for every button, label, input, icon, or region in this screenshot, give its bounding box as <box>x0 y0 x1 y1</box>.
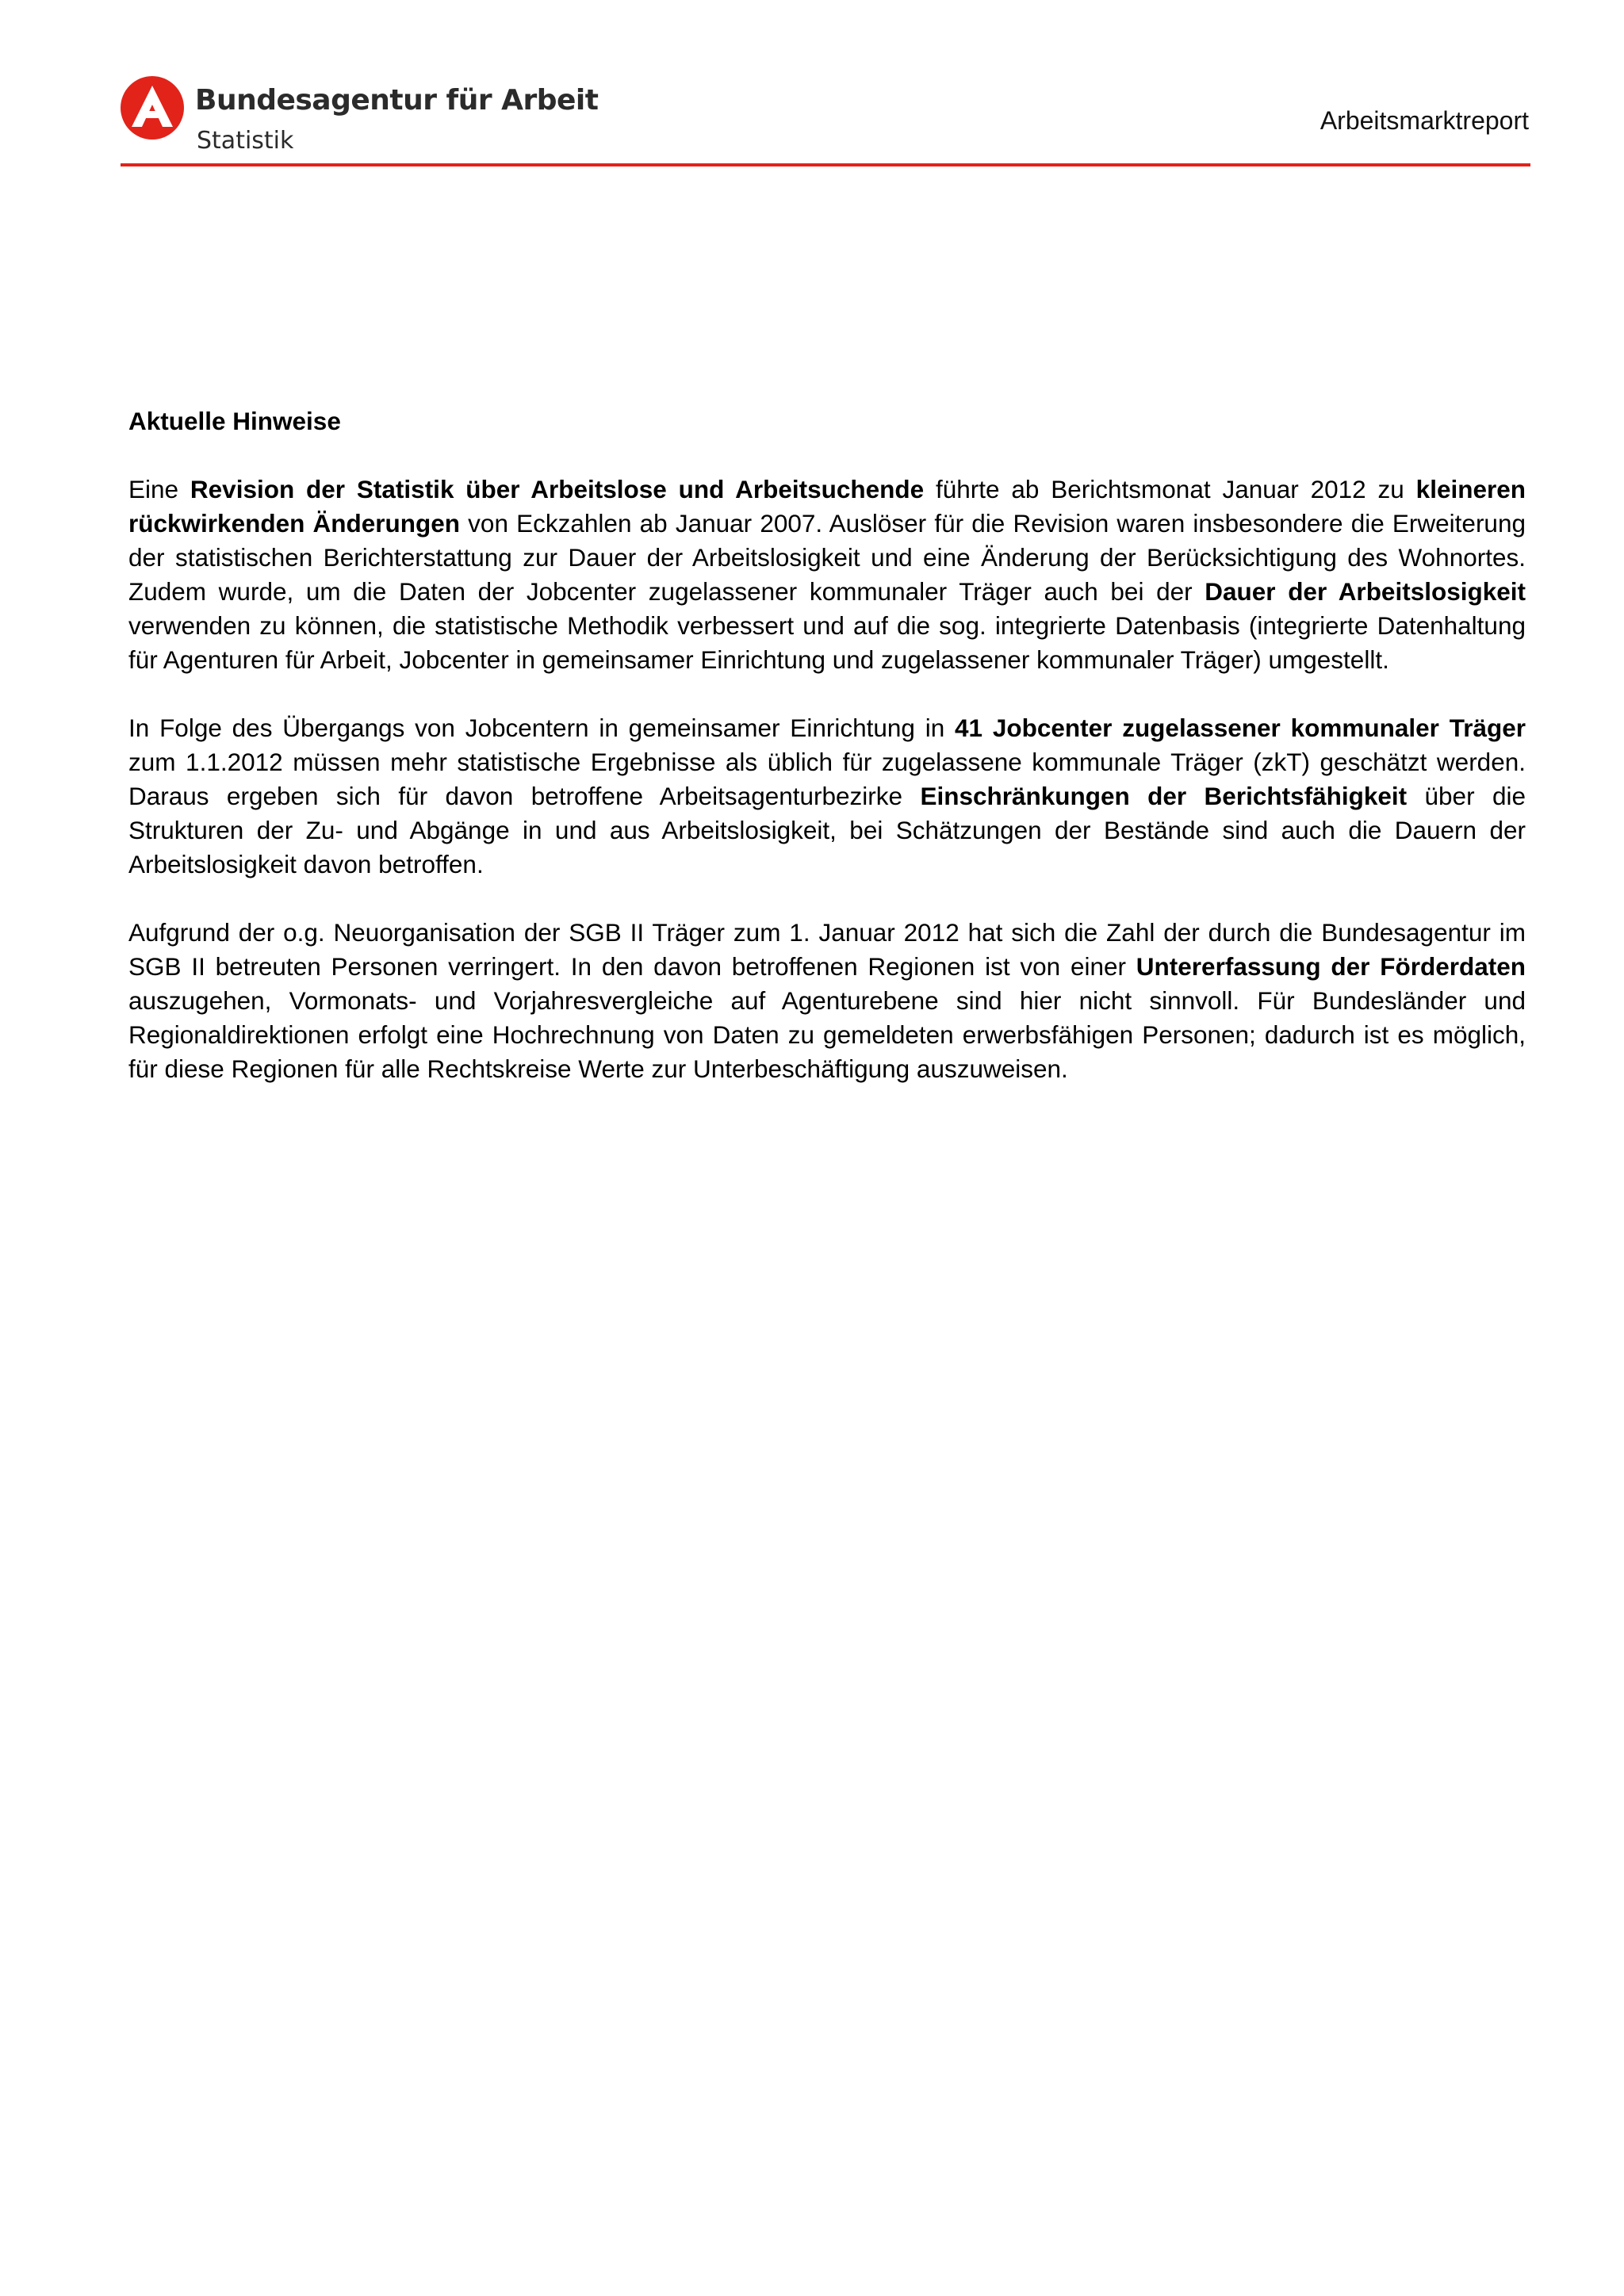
emphasis-text: Revision der Statistik über Arbeitslose und Arbeitsuchende <box>190 475 925 503</box>
header-divider <box>121 163 1530 166</box>
body-text: Aufgrund der o.g. Neuorganisation der SGB II Träger zum 1. Januar 2012 hat sich die Zahl der durch die Bundesagentur im SGB II betreuten Personen verringert. In den davon betroffenen Regionen ist von einer <box>128 918 1526 981</box>
ba-logo-icon <box>121 76 184 140</box>
emphasis-text: Untererfassung der Förderdaten <box>1136 952 1526 981</box>
section-title: Aktuelle Hinweise <box>128 407 341 435</box>
body-text: In Folge des Übergangs von Jobcentern in gemeinsamer Einrichtung in <box>128 714 956 742</box>
emphasis-text: kleineren rückwirkenden Änderungen <box>128 475 1526 538</box>
body-text: über die Strukturen der Zu- und Abgänge in und aus Arbeitslosigkeit, bei Schätzungen der Bestände sind auch die Dauern der Arbeitslosigkeit davon betroffen. <box>128 782 1526 878</box>
paragraph-revision <box>128 473 1526 677</box>
document-body <box>128 404 1526 1120</box>
body-text: auszugehen, Vormonats- und Vorjahresvergleiche auf Agenturebene sind hier nicht sinnvoll. Für Bundesländer und Regionaldirektionen erfolgt eine Hochrechnung von Daten zu gemeldeten erwerbsfähigen Personen; dadurch ist es möglich, für diese Regionen für alle Rechtskreise Werte zur Unterbeschäftigung auszuweisen. <box>128 986 1526 1083</box>
emphasis-text: Dauer der Arbeitslosigkeit <box>1205 577 1526 606</box>
emphasis-text: Einschränkungen der Berichtsfähigkeit <box>920 782 1408 810</box>
brand-name: Bundesagentur für Arbeit <box>195 84 599 117</box>
body-text: führte ab Berichtsmonat Januar 2012 zu <box>924 475 1416 503</box>
body-text: von Eckzahlen ab Januar 2007. Auslöser für die Revision waren insbesondere die Erweiterung der statistischen Berichterstattung zur Dauer der Arbeitslosigkeit und eine Änderung der Berücksichtigung des Wohnortes. Zudem wurde, um die Daten der Jobcenter zugelassener kommunaler Träger auch bei der <box>128 509 1526 606</box>
body-text: Eine <box>128 475 190 503</box>
paragraph-jobcenter <box>128 711 1526 882</box>
report-type-label: Arbeitsmarktreport <box>1320 106 1529 135</box>
emphasis-text: 41 Jobcenter zugelassener kommunaler Träger <box>955 714 1526 742</box>
page-header <box>121 70 1530 168</box>
body-text: verwenden zu können, die statistische Methodik verbessert und auf die sog. integrierte Datenbasis (integrierte Datenhaltung für Agenturen für Arbeit, Jobcenter in gemeinsamer Einrichtung und zugelassener kommunaler Träger) umgestellt. <box>128 611 1526 674</box>
body-text: zum 1.1.2012 müssen mehr statistische Ergebnisse als üblich für zugelassene kommunale Träger (zkT) geschätzt werden. Daraus ergeben sich für davon betroffene Arbeitsagenturbezirke <box>128 748 1526 810</box>
paragraph-sgb-ii <box>128 916 1526 1086</box>
brand-subtitle: Statistik <box>197 127 294 155</box>
